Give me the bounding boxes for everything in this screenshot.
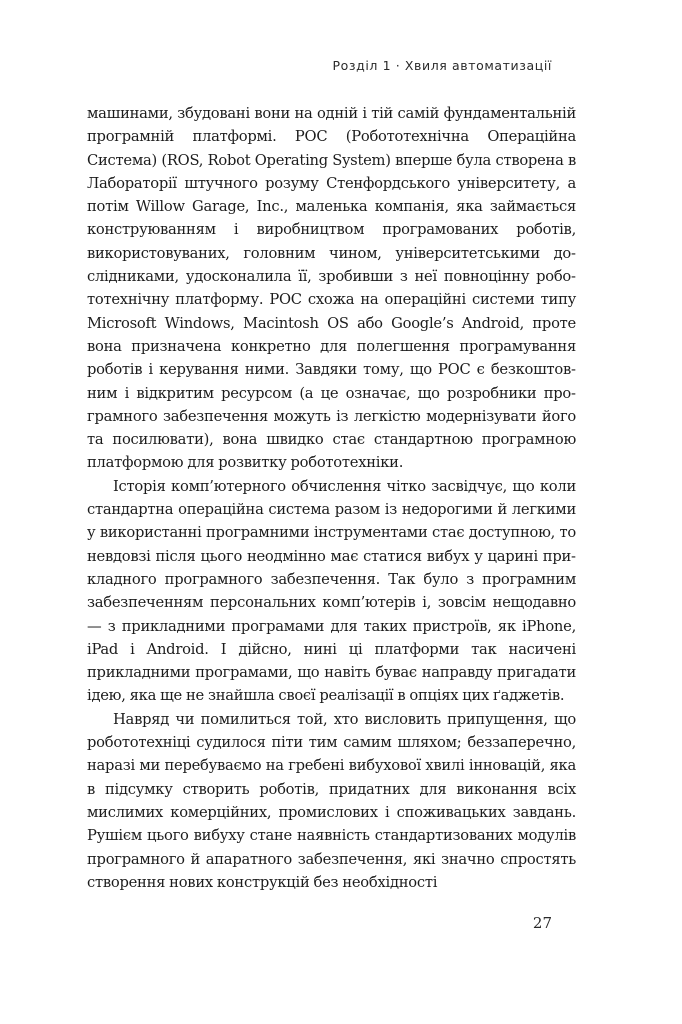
- paragraph-3: Навряд чи помилиться той, хто висловить припущення, що робототехніці судилося піти тим самим шляхом; беззаперечно, наразі ми перебуваємо на гребені вибухової хвилі інновацій, яка в підсумку створить роботів, придатних для виконання всіх мислимих комерційних, промислових і споживацьких завдань. Рушієм цього вибуху стане наявність стандартизованих модулів програмного й апаратного забезпечення, які значно спростять створення нових конструкцій без необхідності: [87, 710, 576, 891]
- running-head: Розділ 1 · Хвиля автоматизації: [332, 58, 552, 73]
- page-number: 27: [532, 914, 552, 932]
- paragraph-2: Історія комп’ютерного обчислення чітко засвідчує, що коли стандартна операційна система разом із недорогими й легкими у використанні програмними інструментами стає доступною, то невдовзі після цього неодмінно має статися вибух у царині прикладного програмного забезпечення. Так було з програмним забезпеченням персональних комп’ютерів і, зовсім нещодавно — з прикладними програмами для таких пристроїв, як iPhone, iPad і Android. І дійсно, нині ці платформи так насичені прикладними програмами, що навіть буває направду пригадати ідею, яка ще не знайшла своєї реалізації в опціях цих ґаджетів.: [87, 477, 576, 705]
- body-text: [87, 102, 576, 894]
- paragraph-1: машинами, збудовані вони на одній і тій самій фундаментальній програмній платформі. РОС (Робототехнічна Операційна Система) (ROS, Robot Operating System) вперше була створена в Лабораторії штучного розуму Стенфордського університету, а потім Willow Garage, Inc., маленька компанія, яка займається конструюванням і виробництвом програмованих роботів, використовуваних, головним чином, університетськими дослідниками, удосконалила її, зробивши з неї повноцінну робототехнічну платформу. РОС схожа на операційні системи типу Microsoft Windows, Macintosh OS або Google’s Android, проте вона призначена конкретно для полегшення програмування роботів і керування ними. Завдяки тому, що РОС є безкоштовним і відкритим ресурсом (а це означає, що розробники програмного забезпечення можуть із легкістю модернізувати його та посилювати), вона швидко стає стандартною програмною платформою для розвитку робототехніки.: [87, 105, 576, 472]
